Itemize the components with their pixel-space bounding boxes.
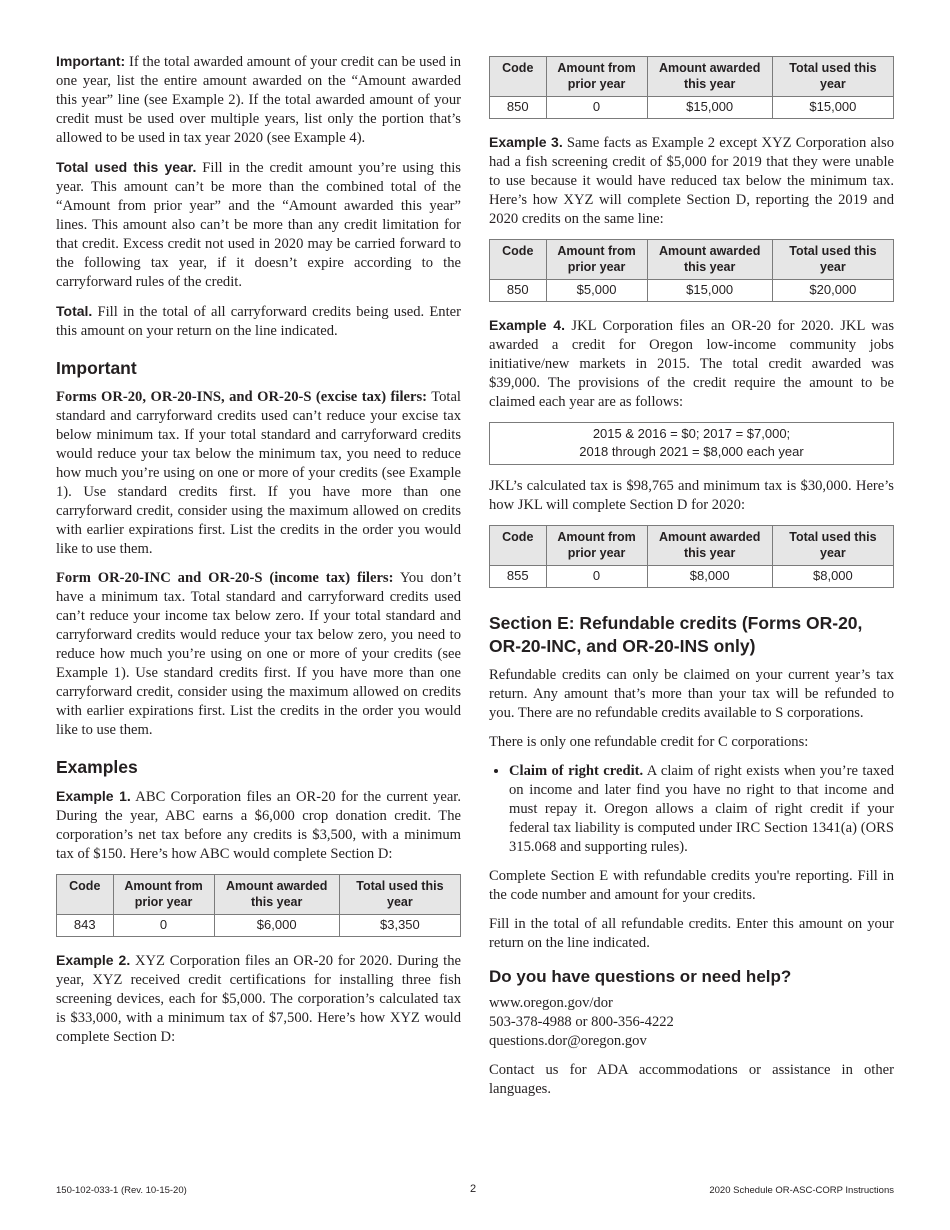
table-row bbox=[490, 566, 894, 588]
ada-paragraph: Contact us for ADA accommodations or assistance in other languages. bbox=[489, 1062, 894, 1097]
example-4-paragraph bbox=[489, 316, 894, 412]
cell-used: $15,000 bbox=[772, 97, 893, 119]
total-used-paragraph bbox=[56, 158, 461, 292]
jkl-paragraph: JKL’s calculated tax is $98,765 and minimum tax is $30,000. Here’s how JKL will complete Section D for 2020: bbox=[489, 478, 894, 513]
list-item bbox=[509, 762, 894, 857]
header-prior: Amount from prior year bbox=[113, 875, 214, 915]
example-4-lead: Example 4. bbox=[489, 317, 565, 333]
cell-code: 850 bbox=[490, 97, 547, 119]
header-awarded: Amount awarded this year bbox=[647, 240, 772, 280]
table-row bbox=[490, 97, 894, 119]
example-4-table bbox=[489, 525, 894, 588]
form-id: 150-102-033-1 (Rev. 10-15-20) bbox=[56, 1185, 187, 1196]
refundable-paragraph: Refundable credits can only be claimed on your current year’s tax return. Any amount that’s more than your tax will be refunded to you. There are no refundable credits available to S corporations. bbox=[489, 667, 894, 721]
schedule-line: 2018 through 2021 = $8,000 each year bbox=[579, 444, 804, 459]
example-1-paragraph bbox=[56, 787, 461, 864]
refundable-credit-list bbox=[489, 762, 894, 857]
cell-prior: 0 bbox=[546, 566, 647, 588]
complete-e-paragraph: Complete Section E with refundable credits you're reporting. Fill in the code number and amount for your credits. bbox=[489, 868, 894, 903]
total-text: Fill in the total of all carryforward credits being used. Enter this amount on your return on the line indicated. bbox=[56, 304, 461, 339]
important-paragraph bbox=[56, 52, 461, 148]
header-code: Code bbox=[490, 240, 547, 280]
header-awarded: Amount awarded this year bbox=[647, 526, 772, 566]
header-used: Total used this year bbox=[339, 875, 460, 915]
example-3-paragraph bbox=[489, 133, 894, 229]
left-column bbox=[56, 52, 461, 1057]
cell-code: 843 bbox=[57, 915, 114, 937]
claim-of-right-lead: Claim of right credit. bbox=[509, 763, 644, 779]
header-used: Total used this year bbox=[772, 526, 893, 566]
header-used: Total used this year bbox=[772, 57, 893, 97]
example-2-paragraph bbox=[56, 951, 461, 1047]
example-4-text: JKL Corporation files an OR-20 for 2020. JKL was awarded a credit for Oregon low-income community jobs initiative/new markets in 2015. The total credit awarded was $39,000. The provisions of the credit require the amount to be claimed each year are as follows: bbox=[489, 318, 894, 410]
table-row bbox=[490, 280, 894, 302]
example-3-lead: Example 3. bbox=[489, 134, 563, 150]
income-text: You don’t have a minimum tax. Total standard and carryforward credits used can’t reduce your income tax below zero. If your total standard and carryforward credits would reduce your tax below zero, you need to reduce how much you’re using on one or more of your credits (see Example 1). Use standard credits first. If you have more than one carryforward credit, consider using the maximum allowed on credits with earlier expirations first. List the credits in the order you would like to use them. bbox=[56, 570, 462, 738]
phone-numbers: 503-378-4988 or 800-356-4222 bbox=[489, 1014, 674, 1030]
table-header-row bbox=[490, 57, 894, 97]
example-2-text: XYZ Corporation files an OR-20 for 2020. During the year, XYZ received credit certifications for installing three fish screening devices, each for $5,000. The corporation’s calculated tax is $33,000, with a minimum tax of $7,500. Here’s how XYZ would complete Section D: bbox=[56, 953, 461, 1045]
schedule-line: 2015 & 2016 = $0; 2017 = $7,000; bbox=[592, 426, 791, 441]
income-lead: Form OR-20-INC and OR-20-S (income tax) filers: bbox=[56, 570, 394, 586]
cell-code: 850 bbox=[490, 280, 547, 302]
table-header-row bbox=[490, 526, 894, 566]
header-code: Code bbox=[490, 526, 547, 566]
total-lead: Total. bbox=[56, 303, 93, 319]
claim-of-right-text: A claim of right exists when you’re taxed on income and later find you have no right to that income and must repay it. Oregon allows a claim of right credit if your federal tax liability is computed under IRC Section 1341(a) (ORS 315.068 and supporting rules). bbox=[509, 763, 895, 855]
total-used-lead: Total used this year. bbox=[56, 159, 197, 175]
page-number: 2 bbox=[470, 1183, 477, 1195]
important-heading: Important bbox=[56, 358, 137, 378]
cell-awarded: $15,000 bbox=[647, 280, 772, 302]
example-2-lead: Example 2. bbox=[56, 952, 131, 968]
help-heading: Do you have questions or need help? bbox=[489, 967, 792, 986]
email-link[interactable]: questions.dor@oregon.gov bbox=[489, 1033, 647, 1049]
income-paragraph bbox=[56, 569, 461, 740]
document-title: 2020 Schedule OR-ASC-CORP Instructions bbox=[709, 1185, 894, 1196]
cell-used: $20,000 bbox=[772, 280, 893, 302]
cell-prior: $5,000 bbox=[546, 280, 647, 302]
header-code: Code bbox=[490, 57, 547, 97]
table-row bbox=[57, 915, 461, 937]
example-3-table bbox=[489, 239, 894, 302]
header-awarded: Amount awarded this year bbox=[647, 57, 772, 97]
important-lead: Important: bbox=[56, 53, 126, 69]
example-1-lead: Example 1. bbox=[56, 788, 131, 804]
header-prior: Amount from prior year bbox=[546, 526, 647, 566]
cell-prior: 0 bbox=[546, 97, 647, 119]
cell-prior: 0 bbox=[113, 915, 214, 937]
header-awarded: Amount awarded this year bbox=[214, 875, 339, 915]
total-used-text: Fill in the credit amount you’re using this year. This amount can’t be more than the combined total of the “Amount from prior year” and the “Amount awarded this year” lines. This amount also can’t be more than any credit limitation for that credit. Excess credit not used in 2020 may be carried forward to the following tax year, if it doesn’t expire according to the carryforward rules of the credit. bbox=[56, 160, 461, 290]
cell-awarded: $15,000 bbox=[647, 97, 772, 119]
examples-heading: Examples bbox=[56, 757, 138, 777]
excise-text: Total standard and carryforward credits used can’t reduce your excise tax below minimum tax. If your total standard and carryforward credits would reduce your tax below the minimum tax, you need to reduce how much you’re using on one or more of your credits (see Example 1). Use standard credits first. If you have more than one carryforward credit, consider using the maximum allowed on credits with earlier expirations first. List the credits in the order you would like to use them. bbox=[56, 389, 461, 557]
header-code: Code bbox=[57, 875, 114, 915]
right-column bbox=[489, 56, 894, 1109]
total-paragraph bbox=[56, 302, 461, 341]
only-one-paragraph: There is only one refundable credit for C corporations: bbox=[489, 734, 809, 750]
website-link[interactable]: www.oregon.gov/dor bbox=[489, 995, 613, 1011]
important-text: If the total awarded amount of your credit can be used in one year, list the entire amount awarded on the “Amount awarded this year” line (see Example 2). If the total awarded amount of your credit must be used over multiple years, list only the portion that’s allowed to be used in tax year 2020 (see Example 4). bbox=[56, 54, 461, 146]
example-2-table bbox=[489, 56, 894, 119]
contact-block bbox=[489, 994, 894, 1051]
cell-used: $3,350 bbox=[339, 915, 460, 937]
fill-total-paragraph: Fill in the total of all refundable credits. Enter this amount on your return on the line indicated. bbox=[489, 916, 894, 951]
cell-code: 855 bbox=[490, 566, 547, 588]
excise-paragraph bbox=[56, 388, 461, 559]
credit-schedule-box bbox=[489, 422, 894, 465]
header-prior: Amount from prior year bbox=[546, 57, 647, 97]
cell-used: $8,000 bbox=[772, 566, 893, 588]
example-1-text: ABC Corporation files an OR-20 for the current year. During the year, ABC earns a $6,000 crop donation credit. The corporation’s net tax before any credits is $3,500, with a minimum tax of $150. Here’s how ABC would complete Section D: bbox=[56, 789, 462, 862]
header-used: Total used this year bbox=[772, 240, 893, 280]
cell-awarded: $6,000 bbox=[214, 915, 339, 937]
cell-awarded: $8,000 bbox=[647, 566, 772, 588]
header-prior: Amount from prior year bbox=[546, 240, 647, 280]
excise-lead: Forms OR-20, OR-20-INS, and OR-20-S (excise tax) filers: bbox=[56, 389, 427, 405]
table-header-row bbox=[57, 875, 461, 915]
example-1-table bbox=[56, 874, 461, 937]
section-e-heading: Section E: Refundable credits (Forms OR-20, OR-20-INC, and OR-20-INS only) bbox=[489, 613, 863, 656]
table-header-row bbox=[490, 240, 894, 280]
example-3-text: Same facts as Example 2 except XYZ Corporation also had a fish screening credit of $5,000 for 2019 that they were unable to use because it would have reduced tax below the minimum tax. Here’s how XYZ will complete Section D, reporting the 2019 and 2020 credits on the same line: bbox=[489, 135, 894, 227]
